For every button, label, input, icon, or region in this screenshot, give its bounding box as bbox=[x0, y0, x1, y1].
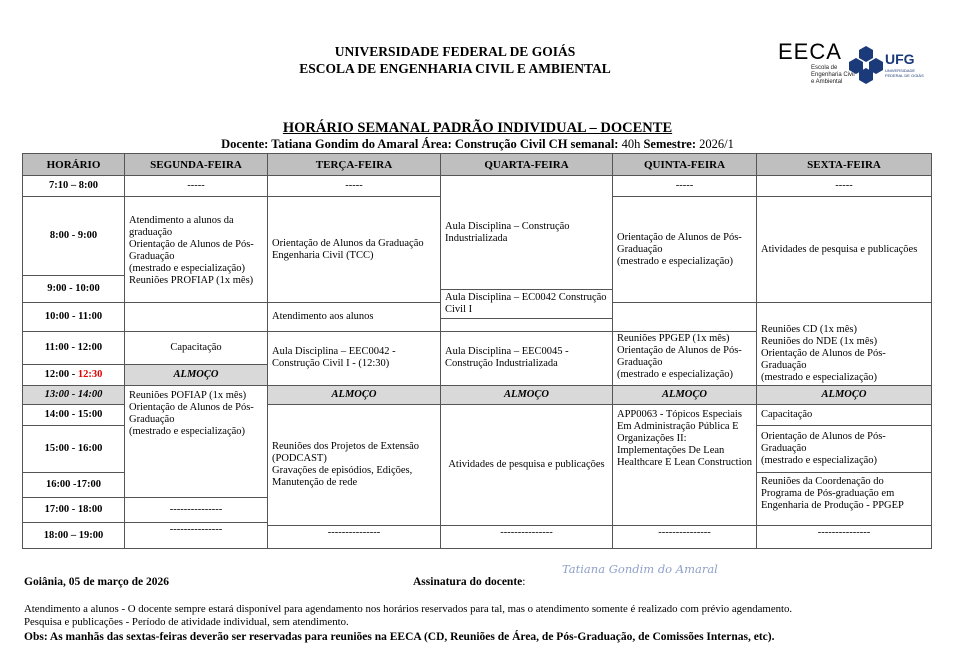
time-cell: 11:00 - 12:00 bbox=[23, 331, 125, 365]
time-cell: 18:00 – 19:00 bbox=[23, 523, 125, 549]
ter-almoco: ALMOÇO bbox=[268, 385, 441, 404]
time-cell: 9:00 - 10:00 bbox=[23, 275, 125, 303]
seg-cell: Atendimento a alunos da graduação Orientação de Alunos de Pós-Graduação (mestrado e especialização) Reuniões PROFIAP (1x mês) bbox=[125, 197, 268, 303]
obs-note: Obs: As manhãs das sextas-feiras deverão ser reservadas para reuniões na EECA (CD, Reuniões de Área, de Pós-Graduação, de Comissões Internas, etc). bbox=[24, 631, 775, 643]
ter-cell: ----- bbox=[268, 176, 441, 197]
qui-cell: APP0063 - Tópicos Especiais Em Administração Pública E Organizações II: Implementações De Lean Healthcare E Lean Construction bbox=[613, 404, 757, 525]
qui-cell: Reuniões PPGEP (1x mês) Orientação de Alunos de Pós-Graduação (mestrado e especialização) bbox=[613, 331, 757, 385]
sex-cell: Orientação de Alunos de Pós-Graduação (mestrado e especialização) bbox=[757, 426, 932, 473]
time-cell: 17:00 - 18:00 bbox=[23, 498, 125, 523]
seg-cell: --------------- bbox=[125, 523, 268, 549]
qua-cell: --------------- bbox=[441, 525, 613, 548]
qua-cell: Aula Disciplina – EC0042 Construção Civil I bbox=[441, 290, 613, 319]
sex-cell: --------------- bbox=[757, 525, 932, 548]
ufg-logo-subtitle bbox=[885, 68, 924, 78]
ter-cell: Orientação de Alunos da Graduação Engenharia Civil (TCC) bbox=[268, 197, 441, 303]
signature-label-text: Assinatura do docente bbox=[413, 576, 523, 588]
footer-date: Goiânia, 05 de março de 2026 bbox=[24, 576, 170, 588]
document-title: HORÁRIO SEMANAL PADRÃO INDIVIDUAL – DOCENTE bbox=[282, 120, 673, 136]
docente-label: Docente: Tatiana Gondim do Amaral Área: Construção Civil CH semanal: bbox=[221, 137, 619, 151]
document-header bbox=[230, 43, 680, 77]
sex-cell: ----- bbox=[757, 176, 932, 197]
handwritten-signature bbox=[560, 557, 730, 579]
qui-cell: --------------- bbox=[613, 525, 757, 548]
sex-cell: Capacitação bbox=[757, 404, 932, 425]
time-cell: 10:00 - 11:00 bbox=[23, 303, 125, 332]
ufg-logo-text: UFG bbox=[885, 51, 915, 67]
header-horario: HORÁRIO bbox=[23, 154, 125, 176]
ufg-sub-line: FEDERAL DE GOIÁS bbox=[885, 73, 924, 78]
sex-cell: Atividades de pesquisa e publicações bbox=[757, 197, 932, 303]
qua-cell bbox=[441, 319, 613, 332]
time-cell: 14:00 - 15:00 bbox=[23, 404, 125, 425]
time-cell: 15:00 - 16:00 bbox=[23, 426, 125, 473]
seg-almoco: ALMOÇO bbox=[125, 365, 268, 385]
ter-cell: Reuniões dos Projetos de Extensão (PODCAST) Gravações de episódios, Edições, Manutenção de rede bbox=[268, 404, 441, 525]
seg-cell bbox=[125, 303, 268, 332]
time-cell: 13:00 - 14:00 bbox=[23, 385, 125, 404]
eeca-sub-line: Engenharia Civil bbox=[811, 72, 855, 78]
header-sexta: SEXTA-FEIRA bbox=[757, 154, 932, 176]
docente-info bbox=[0, 137, 955, 152]
logos bbox=[778, 40, 928, 95]
qui-cell bbox=[613, 303, 757, 332]
lunch-end-time: 12:30 bbox=[77, 369, 103, 381]
time-cell bbox=[23, 365, 125, 385]
seg-cell: ----- bbox=[125, 176, 268, 197]
semestre-label: Semestre: bbox=[640, 137, 696, 151]
sex-cell: Reuniões da Coordenação do Programa de Pós-graduação em Engenharia de Produção - PPGEP bbox=[757, 472, 932, 525]
note-atendimento: Atendimento a alunos - O docente sempre estará disponível para agendamento nos horários reservados para tal, mas o atendimento somente é realizado com prévio agendamento. bbox=[24, 603, 793, 615]
signature-label bbox=[413, 576, 525, 588]
qui-almoco: ALMOÇO bbox=[613, 385, 757, 404]
time-cell: 7:10 – 8:00 bbox=[23, 176, 125, 197]
lunch-start-time: 12:00 - bbox=[44, 369, 78, 381]
ufg-hexagon-icon bbox=[848, 45, 884, 85]
seg-cell: Reuniões POFIAP (1x mês) Orientação de Alunos de Pós-Graduação (mestrado e especialização) bbox=[125, 385, 268, 497]
qua-almoco: ALMOÇO bbox=[441, 385, 613, 404]
eeca-sub-line: e Ambiental bbox=[811, 79, 843, 85]
eeca-logo-text: EECA bbox=[778, 39, 842, 64]
signature-text: Tatiana Gondim do Amaral bbox=[562, 562, 718, 576]
ter-cell: --------------- bbox=[268, 525, 441, 548]
qua-cell: Aula Disciplina – Construção Industrializada bbox=[441, 176, 613, 290]
qua-cell: Aula Disciplina – EEC0045 - Construção Industrializada bbox=[441, 331, 613, 385]
ter-cell: Atendimento aos alunos bbox=[268, 303, 441, 332]
university-name: UNIVERSIDADE FEDERAL DE GOIÁS bbox=[334, 44, 576, 59]
note-pesquisa: Pesquisa e publicações - Período de atividade individual, sem atendimento. bbox=[24, 616, 349, 628]
schedule-table bbox=[22, 153, 932, 549]
header-terca: TERÇA-FEIRA bbox=[268, 154, 441, 176]
seg-cell: --------------- bbox=[125, 498, 268, 523]
header-quinta: QUINTA-FEIRA bbox=[613, 154, 757, 176]
semestre-value: 2026/1 bbox=[696, 137, 734, 151]
sex-cell: Reuniões CD (1x mês) Reuniões do NDE (1x mês) Orientação de Alunos de Pós-Graduação (mestrado e especialização) bbox=[757, 303, 932, 386]
eeca-sub-line: Escola de bbox=[811, 65, 838, 71]
header-quarta: QUARTA-FEIRA bbox=[441, 154, 613, 176]
qua-cell: Atividades de pesquisa e publicações bbox=[441, 404, 613, 525]
qui-cell: Orientação de Alunos de Pós-Graduação (mestrado e especialização) bbox=[613, 197, 757, 303]
seg-cell: Capacitação bbox=[125, 331, 268, 365]
time-cell: 8:00 - 9:00 bbox=[23, 197, 125, 275]
sex-almoco: ALMOÇO bbox=[757, 385, 932, 404]
qui-cell: ----- bbox=[613, 176, 757, 197]
ter-cell: Aula Disciplina – EEC0042 - Construção Civil I - (12:30) bbox=[268, 331, 441, 385]
ufg-sub-line: UNIVERSIDADE bbox=[885, 68, 916, 73]
time-cell: 16:00 -17:00 bbox=[23, 472, 125, 497]
ch-value: 40h bbox=[618, 137, 641, 151]
signature-colon: : bbox=[522, 576, 526, 588]
header-segunda: SEGUNDA-FEIRA bbox=[125, 154, 268, 176]
school-name: ESCOLA DE ENGENHARIA CIVIL E AMBIENTAL bbox=[299, 61, 611, 76]
